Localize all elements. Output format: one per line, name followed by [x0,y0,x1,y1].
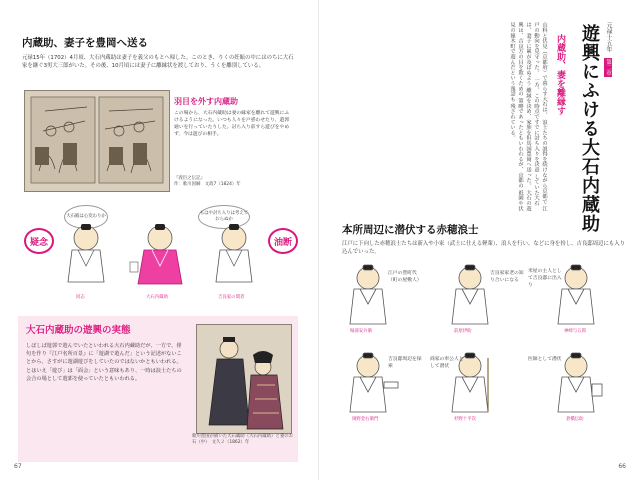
body-line: 祇園や伏見の撞木町で遊んだという逸話も [509,22,523,211]
chapter-tag: 第二章 [605,59,611,76]
body-line: していた大石は、妻子に累が及ばぬよう [525,22,539,206]
speech-bubble-left: 大石殿は心変わりか [64,205,108,229]
body-line: 一方、この時点ですでに討ち入りを決意 [533,76,539,173]
ronin-figure-3 [558,265,594,324]
page-title: 遊興にふける大石内蔵助 [579,24,600,233]
label-oishi: 大石内蔵助 [146,295,168,300]
tag-carelessness: 油断 [268,228,298,254]
woodblock-print-image [24,90,170,192]
body-line: 策略であったともいわれるが、京都の [517,97,523,188]
oishi-figure [130,224,182,284]
ronin-figures-grid [320,262,640,442]
ronin-figure-1 [350,265,386,324]
label-ally: 同志 [76,295,85,300]
chapter-label: 元禄十五年 [605,22,612,52]
woodblock-illustration [25,91,169,191]
figure-note-1: 江戸の豊町代（町の屋敷人） [388,271,422,283]
sidebar-title: 羽目を外す内蔵助 [174,97,238,106]
figure-note-6: 医師として潜伏 [528,357,562,362]
print-caption [174,176,284,189]
figure-name-4: 岡野金右衛門 [352,417,379,422]
body-line: 山科と伏見（京都府）で暮らす大石は、 [541,22,547,118]
left-page [0,0,319,480]
section-body-2: しばしば遊郭で遊んでいたといわれる大石内蔵助だが、一方で、俳句を作り『江戸名所百景』に「遊湖で遊んだ」という記述がないことから、さすがに遊湖遊びをしていたのではないかともいわれる。とはいえ「遊び」は「面会」という意味もあり、一時は浪士たちの会合の場として遊郭を使っていたともいわれる。 [26,343,182,382]
page-number-left: 67 [14,463,22,470]
tag-suspicion: 疑念 [24,228,54,254]
vertical-body-text [372,22,548,212]
portrait-illustration [197,325,291,433]
figure-name-2: 前原伊助 [454,329,472,334]
portrait-print-image [196,324,292,434]
ronin-figure-2 [452,265,488,324]
cartoon-figures-row [60,222,260,292]
figure-note-4: 吉良邸周辺を探索 [388,357,422,369]
body-line: 離縁を決め、家族を但馬国豊岡へ送った。 [525,87,531,188]
figure-note-3: 米屋の主人として吉良邸に出入り [528,269,562,288]
figure-name-5: 杉野十平次 [454,417,476,422]
print-caption-detail: 作：歌川国綱 文政7（1824）年 [174,182,241,188]
figure-name-3: 神崎与五郎 [564,329,586,334]
body-line: 大石の遊興は、吉良方の目を欺くための [517,22,531,211]
section-heading-1: 内蔵助、妻子を豊岡へ送る [22,37,148,49]
spy-figure [216,224,252,282]
print-caption-title: 『義臣之伝記』 [174,176,205,181]
label-spy: 吉良家の間者 [218,295,245,300]
page-number-right: 66 [618,463,626,470]
ronin-figure-6 [558,353,602,412]
section-heading-2: 大石内蔵助の遊興の実態 [26,325,131,336]
ally-figure [68,224,104,282]
figure-note-2: 吉良家家老の知り合いになる [490,271,524,283]
body-line: 残されている。 [509,103,515,141]
page-subtitle: 内蔵助、妻を離縁す [555,34,565,115]
right-page [320,0,640,480]
speech-bubble-right: もはや討ち入りは考えておらぬか [198,205,250,229]
figure-note-5: 商家の奉公人として潜伏 [430,357,464,369]
section-heading-3: 本所周辺に潜伏する赤穂浪士 [342,224,479,236]
section-body-1: 元禄15年（1702）4月頃、大石内蔵助は妻子を義父のもとへ帰した。このとき、りくの妊娠の中にはのちに大石家を継ぐ3男大三郎がいた。その後、10月頃には妻子に離縁状を渡しており、うくを離別している。 [22,55,294,70]
figure-name-6: 倉橋伝助 [566,417,584,422]
sidebar-body: この場から、大石内蔵助は妻の縁家を離れて遊興にふけるようになった。いつも人々を戸惑わせたり、遊郭通いを行っていたりした。討ち入り前すら遊びをやめず、今は遊びの相手。 [174,111,290,137]
portrait-caption: 歌川豊国が描いた大石蔵助（大石内蔵助）と妻のお石（中） 文久２（1862）年 [192,434,293,446]
body-line: 江戸の動向を見守った。 [533,22,547,211]
body-line: 浪士たちの説得を続けながら京都で [541,119,547,204]
section-body-3: 江戸に下向した赤穂浪士たちは新入や小家（武士に仕える軽輩）、浪人を行い、などに身を扮し、吉良邸周辺にも入り込んでいった。 [342,241,626,256]
figure-name-1: 堀部安兵衛 [350,329,372,334]
